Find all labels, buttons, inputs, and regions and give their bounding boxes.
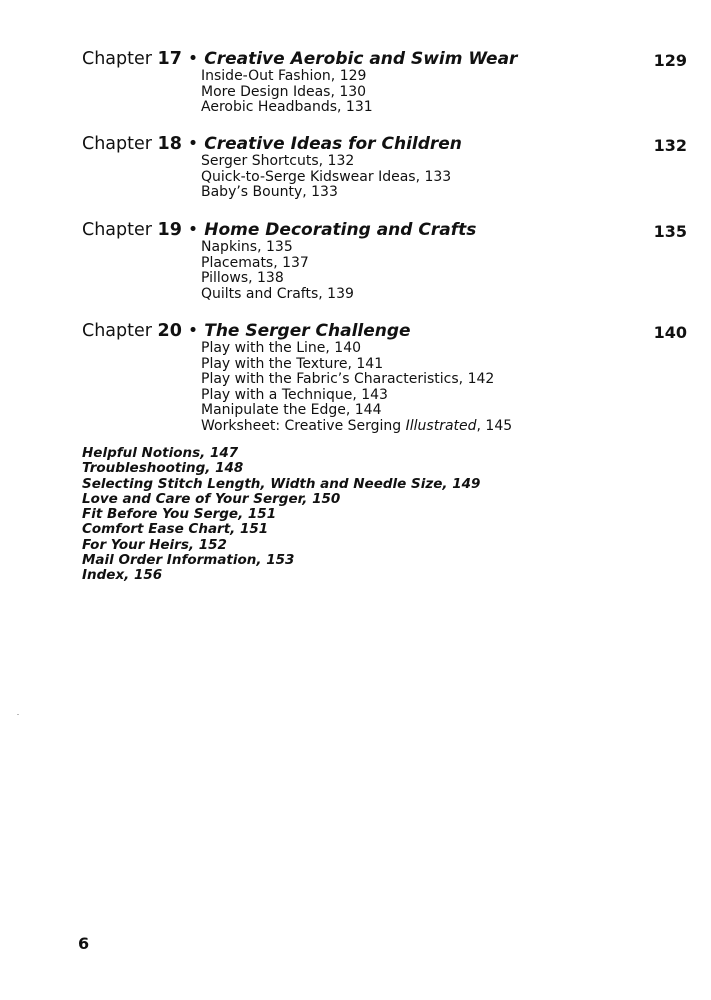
worksheet-italic-title: Illustrated (405, 417, 477, 434)
subsection-item[interactable]: Placemats, 137 (201, 254, 309, 271)
subsection-list (201, 341, 687, 434)
bullet: • (187, 49, 199, 69)
subsection-item[interactable]: Quick-to-Serge Kidswear Ideas, 133 (201, 168, 452, 185)
chapter-page-number: 140 (653, 323, 687, 342)
chapter-heading[interactable] (82, 318, 687, 344)
chapter-page-number: 132 (653, 136, 687, 155)
subsection-list (201, 69, 687, 116)
subsection-item[interactable]: Pillows, 138 (201, 270, 284, 286)
bullet: • (187, 321, 199, 341)
chapter-label: Chapter (82, 321, 152, 341)
subsection-item[interactable]: Manipulate the Edge, 144 (201, 402, 382, 418)
subsection-item[interactable]: Baby’s Bounty, 133 (201, 184, 338, 200)
back-matter-list (82, 446, 480, 584)
back-matter-item[interactable]: Comfort Ease Chart, 151 (82, 521, 269, 538)
chapter-label: Chapter (82, 134, 152, 154)
subsection-item[interactable]: Napkins, 135 (201, 239, 293, 255)
page-number: 6 (78, 934, 90, 953)
subsection-item[interactable]: Inside-Out Fashion, 129 (201, 68, 367, 84)
chapter-page-number: 129 (653, 51, 687, 70)
chapter-18-entry (82, 131, 687, 201)
subsection-list (201, 154, 687, 201)
back-matter-item[interactable]: Selecting Stitch Length, Width and Needle Size, 149 (82, 475, 481, 492)
chapter-title: Creative Ideas for Children (204, 134, 462, 154)
subsection-item[interactable]: Serger Shortcuts, 132 (201, 153, 355, 169)
subsection-item[interactable]: Play with the Line, 140 (201, 340, 362, 356)
chapter-heading[interactable] (82, 46, 687, 72)
subsection-item[interactable]: Play with the Fabric’s Characteristics, 142 (201, 371, 495, 387)
chapter-title: Creative Aerobic and Swim Wear (204, 49, 518, 69)
subsection-item[interactable]: Play with the Texture, 141 (201, 355, 384, 372)
subsection-item[interactable]: Play with a Technique, 143 (201, 386, 388, 403)
chapter-17-entry (82, 46, 687, 116)
subsection-item[interactable]: Quilts and Crafts, 139 (201, 285, 354, 302)
chapter-20-entry (82, 318, 687, 434)
worksheet-prefix: Worksheet: Creative Serging (201, 417, 406, 434)
chapter-number: 17 (157, 49, 182, 69)
back-matter-item[interactable]: For Your Heirs, 152 (82, 536, 227, 553)
chapter-number: 19 (157, 220, 182, 240)
back-matter-item[interactable]: Index, 156 (82, 567, 163, 584)
bullet: • (187, 220, 199, 240)
chapter-19-entry (82, 217, 687, 302)
chapter-number: 18 (157, 134, 182, 154)
scan-speck (17, 714, 19, 715)
back-matter-item[interactable]: Fit Before You Serge, 151 (82, 506, 277, 523)
chapter-number: 20 (157, 321, 182, 341)
chapter-label: Chapter (82, 220, 152, 240)
worksheet-item[interactable] (201, 419, 687, 435)
chapter-label: Chapter (82, 49, 152, 69)
worksheet-page: , 145 (476, 417, 513, 434)
chapter-heading[interactable] (82, 131, 687, 157)
chapter-page-number: 135 (653, 222, 687, 241)
chapter-title: Home Decorating and Crafts (204, 220, 477, 240)
subsection-item[interactable]: Aerobic Headbands, 131 (201, 99, 373, 115)
subsection-list (201, 240, 687, 302)
bullet: • (187, 134, 199, 154)
chapter-heading[interactable] (82, 217, 687, 243)
back-matter-item[interactable]: Helpful Notions, 147 (82, 445, 239, 461)
subsection-item[interactable]: More Design Ideas, 130 (201, 83, 367, 100)
back-matter-item[interactable]: Love and Care of Your Serger, 150 (82, 490, 341, 507)
chapter-title: The Serger Challenge (204, 321, 411, 341)
back-matter-item[interactable]: Mail Order Information, 153 (82, 552, 295, 569)
back-matter-item[interactable]: Troubleshooting, 148 (82, 460, 244, 477)
